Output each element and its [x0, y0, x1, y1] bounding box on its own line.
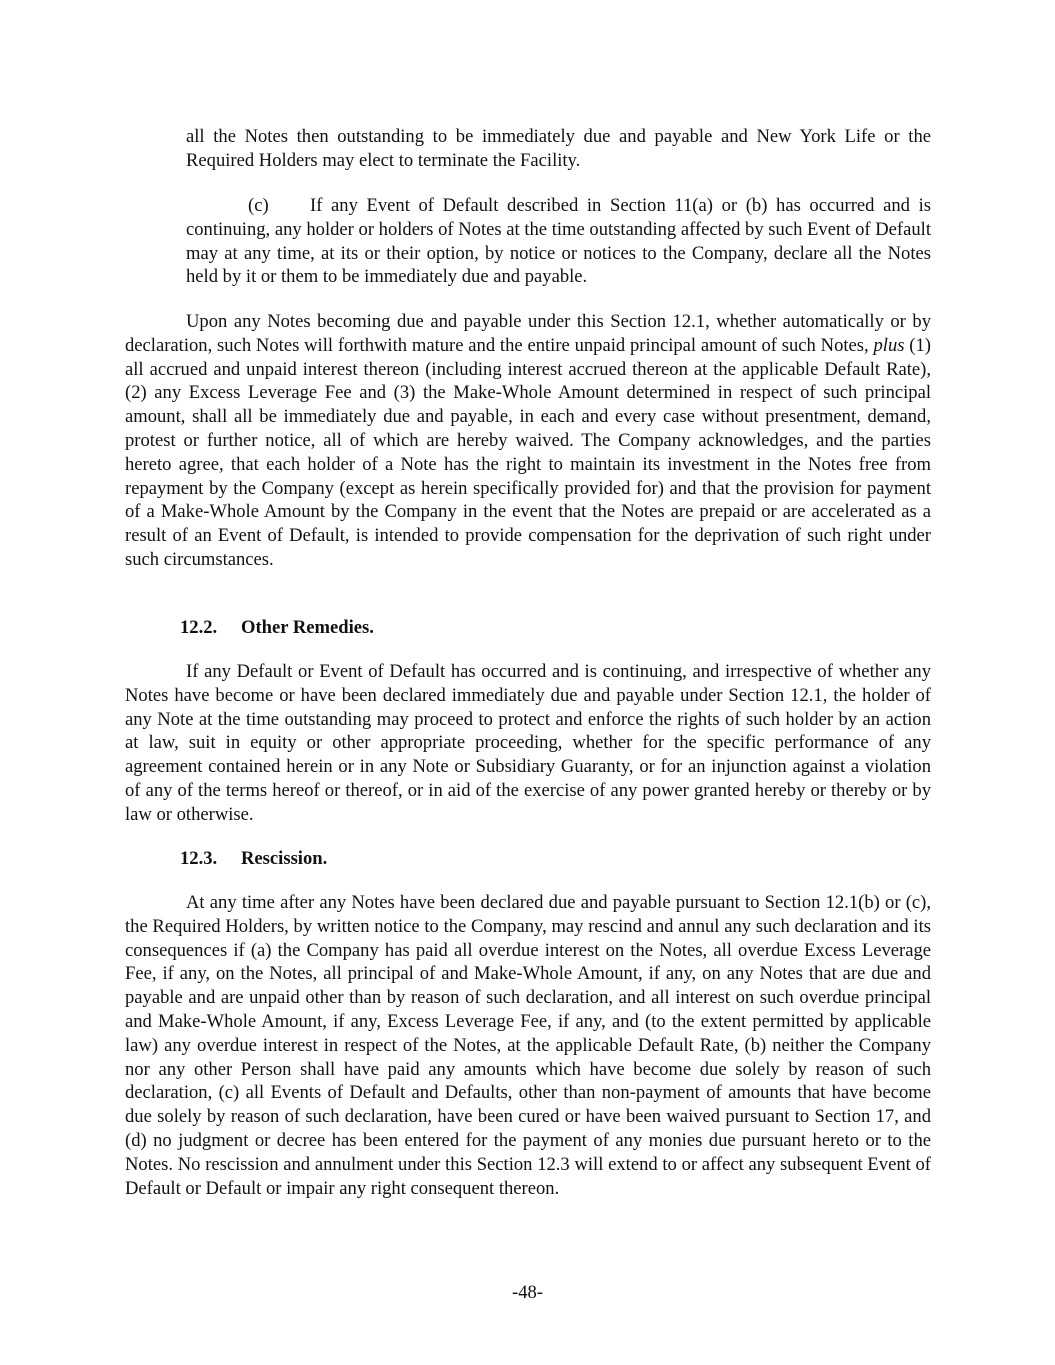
continuation-paragraph: all the Notes then outstanding to be immediately due and payable and New York Life or the Required Holders may elect to terminate the Facility.	[186, 126, 931, 171]
clause-c-text: If any Event of Default described in Section 11(a) or (b) has occurred and is continuing, any holder or holders of Notes at the time outstanding affected by such Event of Default may at any time, at its or their option, by notice or notices to the Company, declare all the Notes held by it or them to be immediately due and payable.	[186, 195, 931, 288]
section-12-3-heading	[180, 847, 327, 871]
acceleration-text-part2: (1) all accrued and unpaid interest thereon (including interest accrued thereon at the applicable Default Rate), (2) any Excess Leverage Fee and (3) the Make-Whole Amount determined in respect of such principal amount, shall all be immediately due and payable, in each and every case without presentment, demand, protest or further notice, all of which are hereby waived. The Company acknowledges, and the parties hereto agree, that each holder of a Note has the right to maintain its investment in the Notes free from repayment by the Company (except as herein specifically provided for) and that the provision for payment of a Make-Whole Amount by the Company in the event that the Notes are prepaid or are accelerated as a result of an Event of Default, is intended to provide compensation for the deprivation of such right under such circumstances.	[125, 334, 931, 570]
section-12-2-heading	[180, 616, 374, 640]
section-12-3-paragraph: At any time after any Notes have been declared due and payable pursuant to Section 12.1(b) or (c), the Required Holders, by written notice to the Company, may rescind and annul any such declaration and its consequences if (a) the Company has paid all overdue interest on the Notes, all overdue Excess Leverage Fee, if any, on the Notes, all principal of and Make-Whole Amount, if any, on any Notes that are due and payable and are unpaid other than by reason of such declaration, and all interest on such overdue principal and Make-Whole Amount, if any, Excess Leverage Fee, if any, and (to the extent permitted by applicable law) any overdue interest in respect of the Notes, at the applicable Default Rate, (b) neither the Company nor any other Person shall have paid any amounts which have become due solely by reason of such declaration, (c) all Events of Default and Defaults, other than non-payment of amounts that have become due solely by reason of such declaration, have been cured or have been waived pursuant to Section 17, and (d) no judgment or decree has been entered for the payment of any monies due pursuant hereto or to the Notes. No rescission and annulment under this Section 12.3 will extend to or affect any subsequent Event of Default or Default or impair any right consequent thereon.	[125, 892, 931, 1199]
acceleration-paragraph	[125, 310, 931, 572]
section-12-2-paragraph: If any Default or Event of Default has occurred and is continuing, and irrespective of whether any Notes have become or have been declared immediately due and payable under Section 12.1, the holder of any Note at the time outstanding may proceed to protect and enforce the rights of such holder by an action at law, suit in equity or other appropriate proceeding, whether for the specific performance of any agreement contained herein or in any Note or Subsidiary Guaranty, or for an injunction against a violation of any of the terms hereof or thereof, or in aid of the exercise of any power granted hereby or thereby or by law or otherwise.	[125, 661, 931, 825]
section-12-3-title: Rescission.	[241, 848, 328, 869]
clause-c-label: (c)	[248, 195, 269, 216]
section-12-2-title: Other Remedies.	[241, 617, 374, 638]
clause-c-paragraph	[186, 194, 931, 289]
section-12-3-number: 12.3.	[180, 848, 218, 869]
section-12-2-number: 12.2.	[180, 617, 218, 638]
acceleration-emphasis: plus	[873, 334, 905, 356]
acceleration-text-part1: Upon any Notes becoming due and payable under this Section 12.1, whether automatically or by declaration, such Notes will forthwith mature and the entire unpaid principal amount of such Notes,	[125, 311, 931, 356]
page-number: -48-	[512, 1282, 543, 1303]
